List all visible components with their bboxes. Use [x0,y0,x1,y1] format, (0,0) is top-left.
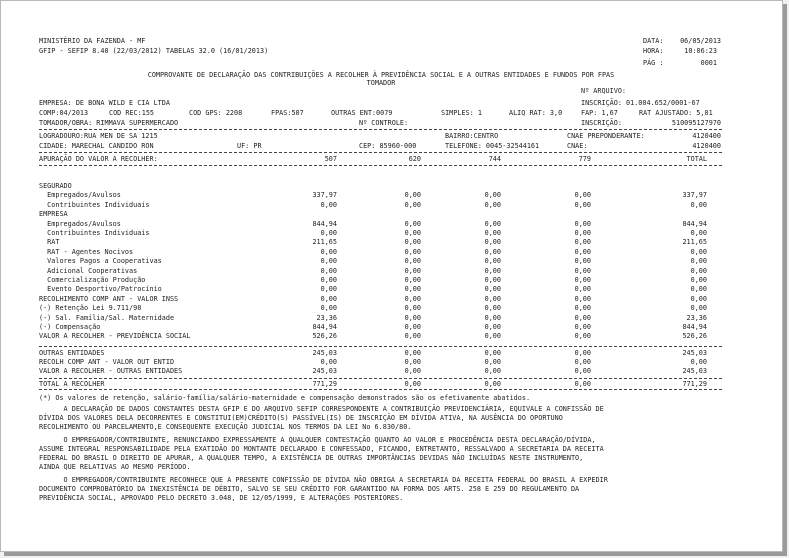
row-value: 0,00 [484,294,501,303]
row-label: Adicional Cooperativas [39,266,138,275]
arquivo-label: Nº ARQUIVO: [581,87,627,95]
row-value: 0,00 [404,285,421,294]
controle: Nº CONTROLE: [359,119,409,127]
row-value: 23,36 [316,313,337,322]
row-value: 0,00 [484,380,501,388]
row-value: 0,00 [574,266,591,275]
row-value: 0,00 [690,294,707,303]
row-value: 23,36 [686,313,707,322]
row-value: 0,00 [404,266,421,275]
separator [39,152,723,153]
page-number: 0001 [700,59,717,67]
row-label: SEGURADO [39,182,72,190]
row-value: 0,00 [404,349,421,357]
row-label: Valores Pagos a Cooperativas [39,257,162,266]
row-value: 0,00 [574,349,591,357]
row-value: 0,00 [404,247,421,256]
row-value: 0,00 [484,276,501,284]
comp: COMP:04/2013 [39,109,89,117]
inscricao2: 510095127970 [671,119,721,127]
row-value: 0,00 [574,313,591,322]
row-value: 0,00 [320,276,337,284]
row-value: 0,00 [690,247,707,256]
row-value: 0,00 [690,266,707,275]
row-value: 0,00 [574,294,591,303]
row-value: 0,00 [320,304,337,313]
row-value: 0,00 [320,285,337,294]
row-label: VALOR A RECOLHER - PREVIDÊNCIA SOCIAL [39,332,191,341]
paragraph-line: O EMPREGADOR/CONTRIBUINTE, RENUNCIANDO EXPRESSAMENTE A QUALQUER CONTESTAÇÃO QUANTO AO VALOR E PROCEDÊNCIA DESTA DECLARAÇÃO/DÍVIDA, [39,436,596,444]
row-value: 0,00 [404,238,421,247]
row-value: 0,00 [484,323,501,331]
paragraph-line: ASSUME INTEGRAL RESPONSABILIDADE PELA EXATIDÃO DO MONTANTE DECLARADO E CONFESSADO, FICANDO, ENTRETANTO, RESSALVADO A SECRETARIA DA RECEITA [39,445,604,453]
row-value: 0,00 [574,229,591,237]
program-line: GFIP - SEFIP 8.40 (22/03/2012) TABELAS 32.0 (16/01/2013) [39,47,269,55]
row-value: 0,00 [484,358,501,366]
row-value: 0,00 [320,294,337,303]
separator [39,346,723,347]
document-subtitle: TOMADOR [366,79,396,87]
row-value: 0,00 [574,191,591,200]
paragraph-line: PREVIDÊNCIA SOCIAL, APROVADO PELO DECRETO 3.048, DE 12/05/1999, E ALTERAÇÕES POSTERIORES. [39,494,404,502]
row-value: 0,00 [690,304,707,313]
row-value: 0,00 [690,200,707,209]
paragraph-line: A DECLARAÇÃO DE DADOS CONSTANTES DESTA GFIP E DO ARQUIVO SEFIP CORRESPONDENTE A CONTRIBUIÇÃO PREVIDENCIÁRIA, EQUIVALE A CONFISSÃO DE [39,405,604,413]
row-value: 844,94 [682,323,707,331]
row-value: 0,00 [404,304,421,313]
column-744: 744 [488,155,501,163]
inscricao: INSCRIÇÃO: 01.004.652/0001-67 [581,99,700,107]
row-value: 211,65 [312,238,337,247]
paragraph-line: DÍVIDA DOS VALORES DELA DECORRENTES E CONSTITUI(EM)CRÉDITO(S) PASSÍVEL(IS) DE INSCRIÇÃO EM DÍVIDA ATIVA, NA AUSÊNCIA DO OPORTUNO [39,414,563,422]
row-value: 0,00 [404,191,421,200]
row-label: OUTRAS ENTIDADES [39,349,105,357]
cod-gps: COD GPS: 2208 [189,109,243,117]
separator [39,389,723,390]
row-value: 0,00 [574,304,591,313]
telefone: TELEFONE: 0045-32544161 [445,142,540,150]
row-value: 526,26 [682,332,707,341]
row-value: 0,00 [690,229,707,237]
row-value: 526,26 [312,332,337,341]
time-label: HORA: [643,47,664,55]
footnote: (*) Os valores de retenção, salário-família/salário-maternidade e compensação demonstrados são os efetivamente abatidos. [39,394,531,402]
fpas: FPAS:507 [271,109,304,117]
row-value: 0,00 [404,313,421,322]
cod-rec: COD REC:155 [109,109,155,117]
row-value: 0,00 [484,266,501,275]
row-label: (-) Retenção Lei 9.711/98 [39,304,142,313]
paragraph-line: AINDA QUE RELATIVAS AO MESMO PERÍODO. [39,463,191,471]
row-label: Contribuintes Individuais [39,200,150,209]
row-value: 0,00 [484,191,501,200]
document-title: COMPROVANTE DE DECLARAÇÃO DAS CONTRIBUIÇÕES A RECOLHER À PREVIDÊNCIA SOCIAL E A OUTRAS ENTIDADES E FUNDOS POR FPAS [147,71,615,79]
cnae-pref-label: CNAE PREPONDERANTE: [567,132,645,140]
uf: UF: PR [237,142,262,150]
date-value: 06/05/2013 [680,37,721,45]
row-label: TOTAL A RECOLHER [39,380,105,388]
aliq-rat: ALIQ RAT: 3,0 [509,109,563,117]
row-value: 211,65 [682,238,707,247]
row-value: 0,00 [484,332,501,341]
row-value: 0,00 [404,229,421,237]
row-value: 0,00 [404,276,421,284]
paragraph-line: FEDERAL DO BRASIL O DIREITO DE APURAR, A QUALQUER TEMPO, A EXISTÊNCIA DE OUTRAS IMPORTÂNCIAS DEVIDAS NÃO INCLUÍDAS NESTE INSTRUMENTO, [39,454,584,462]
row-value: 0,00 [574,285,591,294]
rat-ajustado: RAT AJUSTADO: 5,01 [639,109,713,117]
separator [39,378,723,379]
row-value: 0,00 [404,219,421,228]
column-507: 507 [324,155,337,163]
row-label: Empregados/Avulsos [39,191,121,200]
row-value: 0,00 [484,285,501,294]
apuracao-label: APURAÇÃO DO VALOR A RECOLHER: [39,155,158,163]
row-value: 0,00 [574,219,591,228]
row-value: 0,00 [404,367,421,375]
paragraph-line: RECOLHIMENTO OU PARCELAMENTO,E CONSEQUENTE EXECUÇÃO JUDICIAL NOS TERMOS DA LEI No 6.830/80. [39,423,412,431]
row-value: 0,00 [574,257,591,266]
row-value: 0,00 [404,332,421,341]
row-value: 245,03 [312,349,337,357]
row-value: 844,94 [312,219,337,228]
row-value: 0,00 [320,257,337,266]
cnae-pref: 4120400 [692,132,721,140]
row-value: 0,00 [484,229,501,237]
column-total: TOTAL [686,155,707,163]
row-value: 245,03 [682,367,707,375]
row-value: 0,00 [574,323,591,331]
fap: FAP: 1,67 [581,109,618,117]
row-value: 337,97 [312,191,337,200]
row-value: 0,00 [320,247,337,256]
row-value: 0,00 [574,238,591,247]
cep: CEP: 85960-000 [359,142,417,150]
row-value: 0,00 [404,358,421,366]
row-label: RAT [39,238,60,247]
tomador: TOMADOR/OBRA: RIMMAVA SUPERMERCADO [39,119,179,127]
row-label: Comercialização Produção [39,276,146,284]
row-value: 0,00 [574,247,591,256]
row-value: 0,00 [690,257,707,266]
ministry-line: MINISTÉRIO DA FAZENDA - MF [39,37,146,45]
row-value: 0,00 [404,257,421,266]
empresa: EMPRESA: DE BONA WILD E CIA LTDA [39,99,170,107]
row-value: 0,00 [690,358,707,366]
column-779: 779 [578,155,591,163]
row-value: 0,00 [574,276,591,284]
row-label: RAT - Agentes Nocivos [39,247,134,256]
paragraph-line: O EMPREGADOR/CONTRIBUINTE RECONHECE QUE A PRESENTE CONFISSÃO DE DÍVIDA NÃO OBRIGA A SECRETARIA DA RECEITA FEDERAL DO BRASIL A EXPEDIR [39,476,608,484]
time-value: 10:06:23 [684,47,717,55]
row-value: 0,00 [574,200,591,209]
row-value: 0,00 [690,276,707,284]
row-label: RECOLHIMENTO COMP ANT - VALOR INSS [39,294,179,303]
row-value: 0,00 [484,349,501,357]
date-label: DATA: [643,37,664,45]
row-value: 0,00 [484,247,501,256]
logradouro: LOGRADOURO:RUA MEN DE SA 1215 [39,132,158,140]
row-value: 0,00 [404,200,421,209]
row-value: 844,94 [312,323,337,331]
cidade: CIDADE: MARECHAL CANDIDO RON [39,142,154,150]
outras-ent: OUTRAS ENT:0079 [331,109,393,117]
simples: SIMPLES: 1 [441,109,482,117]
row-value: 0,00 [484,257,501,266]
row-value: 771,29 [682,380,707,388]
row-label: VALOR A RECOLHER - OUTRAS ENTIDADES [39,367,183,375]
paragraph-line: DOCUMENTO COMPROBATÓRIO DA INEXISTÊNCIA DE DÉBITO, SALVO SE SEU CRÉDITO FOR GARANTIDO NA FORMA DOS ARTS. 258 E 259 DO REGULAMENTO DA [39,485,580,493]
row-value: 0,00 [574,380,591,388]
row-value: 0,00 [404,323,421,331]
row-value: 0,00 [484,367,501,375]
row-value: 0,00 [320,200,337,209]
row-value: 0,00 [690,285,707,294]
row-value: 0,00 [574,332,591,341]
separator [39,165,723,166]
row-value: 0,00 [484,200,501,209]
row-label: Empregados/Avulsos [39,219,121,228]
row-value: 0,00 [320,266,337,275]
row-label: Evento Desportivo/Patrocínio [39,285,162,294]
column-620: 620 [408,155,421,163]
row-label: EMPRESA [39,210,68,219]
row-value: 245,03 [312,367,337,375]
cnae-label: CNAE: [567,142,588,150]
row-value: 0,00 [574,367,591,375]
row-value: 771,29 [312,380,337,388]
row-value: 0,00 [484,304,501,313]
row-value: 0,00 [404,380,421,388]
row-value: 0,00 [404,294,421,303]
row-label: Contribuintes Individuais [39,229,150,237]
cnae: 4120400 [692,142,721,150]
row-value: 844,94 [682,219,707,228]
bairro: BAIRRO:CENTRO [445,132,499,140]
row-value: 0,00 [484,238,501,247]
row-value: 0,00 [320,229,337,237]
row-label: RECOLH COMP ANT - VALOR OUT ENTID [39,358,175,366]
page-label: PÁG : [643,59,664,67]
separator [39,129,723,130]
row-value: 245,03 [682,349,707,357]
row-value: 0,00 [320,358,337,366]
row-value: 337,97 [682,191,707,200]
row-value: 0,00 [484,219,501,228]
row-value: 0,00 [574,358,591,366]
row-label: (-) Sal. Família/Sal. Maternidade [39,313,175,322]
row-value: 0,00 [484,313,501,322]
inscricao2-label: INSCRIÇÃO: [581,119,622,127]
row-label: (-) Compensação [39,323,101,331]
